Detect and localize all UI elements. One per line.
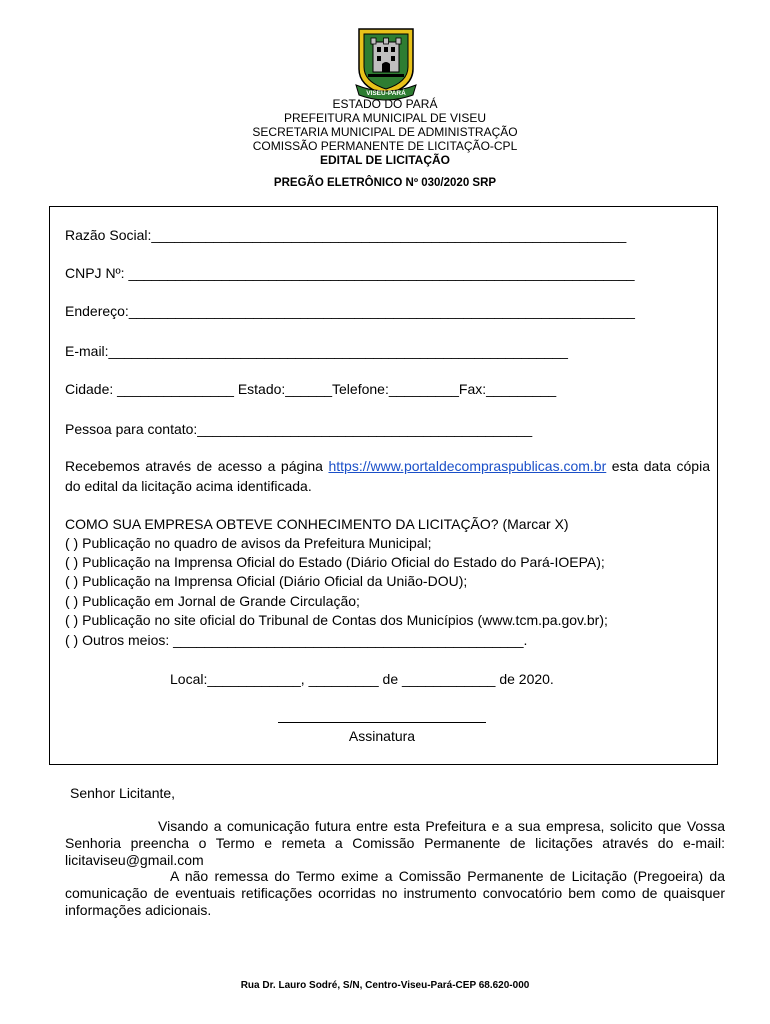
- header-line-estado: ESTADO DO PARÁ: [332, 97, 438, 111]
- header-line-secretaria: SECRETARIA MUNICIPAL DE ADMINISTRAÇÃO: [252, 125, 518, 139]
- receipt-statement: [65, 456, 710, 496]
- cnpj-field[interactable]: CNPJ Nº: _________________________________________________________________: [65, 265, 635, 281]
- municipal-crest-logo: [355, 25, 417, 101]
- pregao-title: PREGÃO ELETRÔNICO Nº 030/2020 SRP: [273, 177, 497, 189]
- letter-salutation: Senhor Licitante,: [70, 785, 176, 801]
- question-heading: COMO SUA EMPRESA OBTEVE CONHECIMENTO DA LICITAÇÃO? (Marcar X): [65, 516, 569, 532]
- signature-line[interactable]: [278, 722, 486, 723]
- portal-link[interactable]: https://www.portaldecompraspublicas.com.br: [328, 458, 607, 474]
- receipt-text-after: esta data cópia do edital da licitação acima identificada.: [65, 458, 710, 494]
- signature-label: Assinatura: [348, 728, 416, 744]
- razao-social-field[interactable]: Razão Social:_____________________________________________________________: [65, 227, 627, 243]
- option-quadro-avisos[interactable]: ( ) Publicação no quadro de avisos da Prefeitura Municipal;: [65, 535, 432, 551]
- option-jornal[interactable]: ( ) Publicação em Jornal de Grande Circulação;: [65, 593, 360, 609]
- email-field[interactable]: E-mail:___________________________________________________________: [65, 343, 568, 359]
- header-edital-title: EDITAL DE LICITAÇÃO: [320, 153, 450, 167]
- option-site-tcm[interactable]: ( ) Publicação no site oficial do Tribunal de Contas dos Municípios (www.tcm.pa.gov.br);: [65, 612, 608, 628]
- endereco-field[interactable]: Endereço:_________________________________________________________________: [65, 303, 635, 319]
- letter-paragraph-2: A não remessa do Termo exime a Comissão Permanente de Licitação (Pregoeira) da comunicação de eventuais retificações ocorridas no instrumento convocatório bem como de quaisquer informações adicionais.: [65, 868, 725, 918]
- receipt-text-before: Recebemos através de acesso a página: [65, 458, 329, 474]
- option-outros-meios[interactable]: ( ) Outros meios: _____________________________________________.: [65, 632, 528, 648]
- letter-paragraph-1: Visando a comunicação futura entre esta Prefeitura e a sua empresa, solicito que Vossa Senhoria preencha o Termo e remeta a Comissão Permanente de licitações através do e-mail: licitaviseu@gmail.com: [65, 818, 725, 868]
- footer-address: Rua Dr. Lauro Sodré, S/N, Centro-Viseu-Pará-CEP 68.620-000: [240, 980, 530, 991]
- option-imprensa-estado[interactable]: ( ) Publicação na Imprensa Oficial do Estado (Diário Oficial do Estado do Pará-IOEPA);: [65, 554, 605, 570]
- pessoa-contato-field[interactable]: Pessoa para contato:___________________________________________: [65, 421, 533, 437]
- document-header: [0, 97, 770, 167]
- header-line-prefeitura: PREFEITURA MUNICIPAL DE VISEU: [283, 111, 487, 125]
- header-line-comissao: COMISSÃO PERMANENTE DE LICITAÇÃO-CPL: [252, 139, 518, 153]
- crest-banner-text: VISEU-PARÁ: [366, 90, 406, 97]
- cidade-estado-telefone-fax-field[interactable]: Cidade: _______________ Estado:______Telefone:_________Fax:_________: [65, 381, 557, 397]
- local-date-line[interactable]: Local:____________, _________ de ____________ de 2020.: [170, 671, 554, 687]
- receipt-form-box: [49, 206, 718, 765]
- option-imprensa-uniao[interactable]: ( ) Publicação na Imprensa Oficial (Diário Oficial da União-DOU);: [65, 573, 468, 589]
